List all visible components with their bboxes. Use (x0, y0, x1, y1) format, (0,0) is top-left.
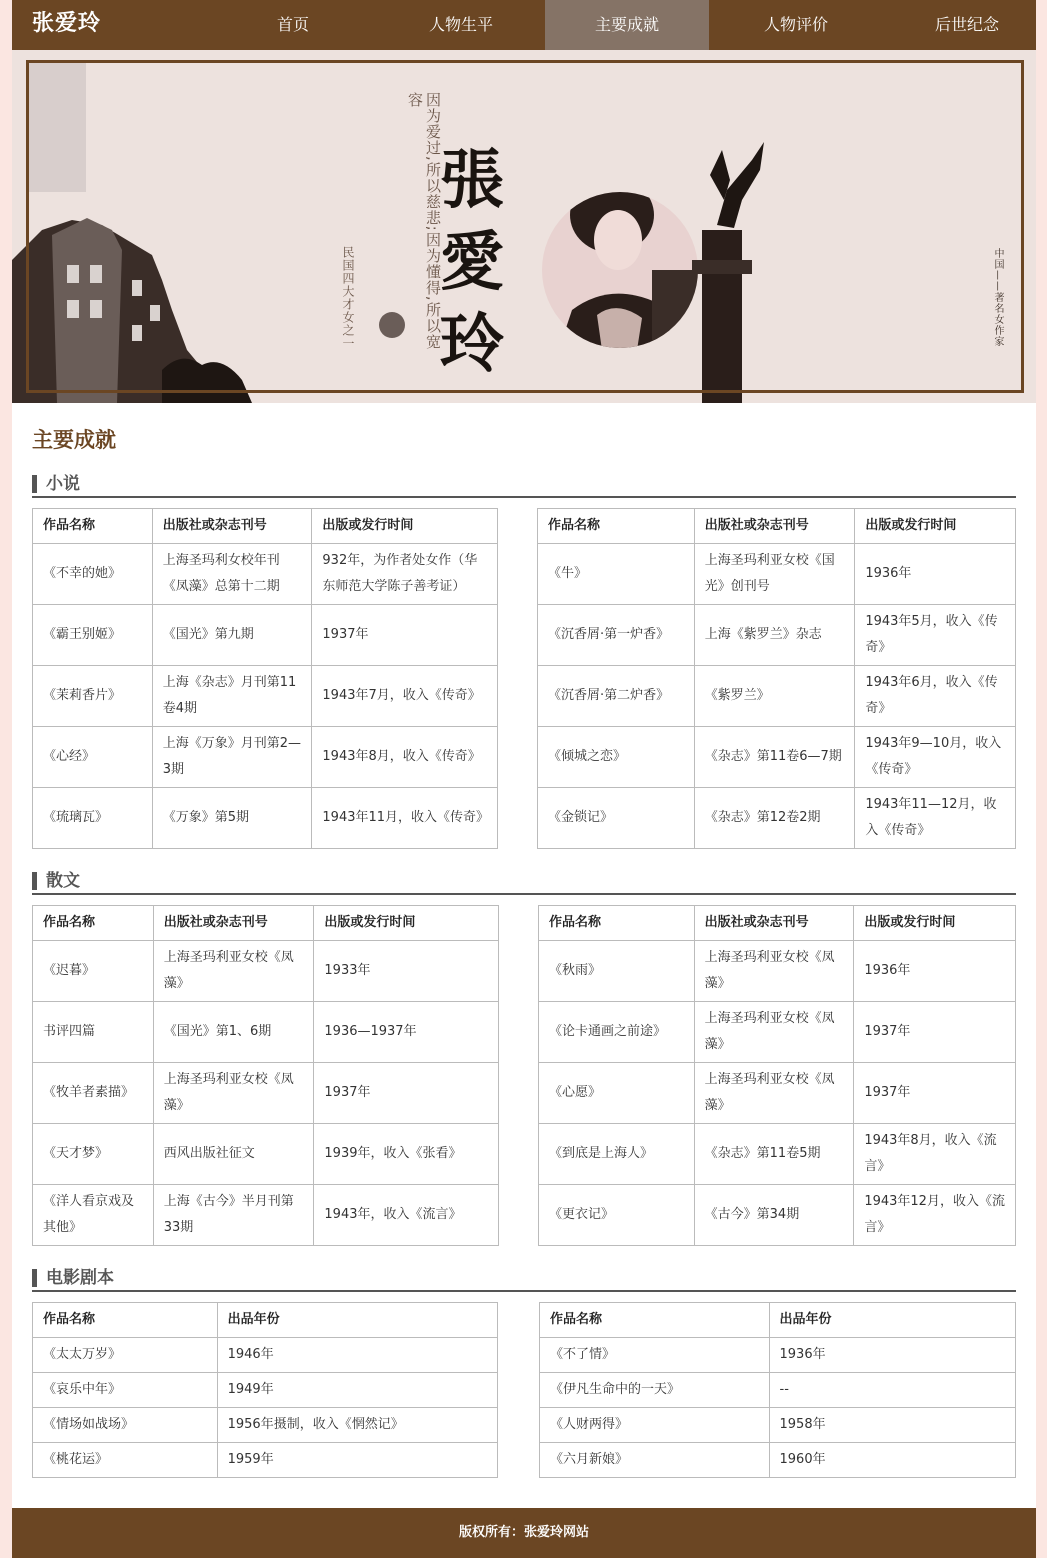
table-row (33, 544, 498, 605)
col-header: 作品名称 (538, 509, 695, 544)
table-cell: 1943年8月，收入《流言》 (854, 1124, 1016, 1185)
table-cell: 1943年8月，收入《传奇》 (312, 727, 498, 788)
work-title-cell: 《六月新娘》 (540, 1443, 770, 1478)
work-title-cell: 《不幸的她》 (33, 544, 153, 605)
col-header: 出版社或杂志刊号 (694, 509, 855, 544)
table-cell: 1943年11—12月，收入《传奇》 (855, 788, 1016, 849)
site-brand[interactable]: 张爱玲 (32, 11, 102, 36)
table-row (539, 1124, 1016, 1185)
banner-tagline: 中国——著名女作家 (992, 248, 1003, 347)
table-cell: 1936年 (854, 941, 1016, 1002)
work-title-cell: 《洋人看京戏及其他》 (33, 1185, 154, 1246)
banner-quote: 因为爱过,所以慈悲;因为懂得,所以宽容 (406, 92, 442, 350)
table-row (33, 1185, 499, 1246)
col-header: 出品年份 (769, 1303, 1016, 1338)
work-title-cell: 《沉香屑·第二炉香》 (538, 666, 695, 727)
scripts-table-right (539, 1302, 1016, 1478)
table-cell: 1943年11月，收入《传奇》 (312, 788, 498, 849)
col-header: 作品名称 (33, 1303, 218, 1338)
table-row (539, 1063, 1016, 1124)
work-title-cell: 《伊凡生命中的一天》 (540, 1373, 770, 1408)
nav-item-achievements[interactable]: 主要成就 (545, 0, 709, 50)
work-title-cell: 《到底是上海人》 (539, 1124, 695, 1185)
work-title-cell: 《情场如战场》 (33, 1408, 218, 1443)
table-row (33, 788, 498, 849)
table-row (540, 1443, 1016, 1478)
col-header: 出版社或杂志刊号 (153, 906, 314, 941)
footer-copyright: 版权所有：张爱玲网站 (12, 1508, 1036, 1558)
work-title-cell: 《天才梦》 (33, 1124, 154, 1185)
table-cell: 上海圣玛利亚女校《凤藻》 (694, 941, 854, 1002)
table-cell: 上海《杂志》月刊第11卷4期 (152, 666, 312, 727)
top-nav (12, 0, 1036, 50)
table-cell: 西风出版社征文 (153, 1124, 314, 1185)
work-title-cell: 《不了情》 (540, 1338, 770, 1373)
table-cell: 1949年 (217, 1373, 497, 1408)
table-cell: 1959年 (217, 1443, 497, 1478)
table-cell: 1943年6月，收入《传奇》 (855, 666, 1016, 727)
work-title-cell: 《心经》 (33, 727, 153, 788)
table-cell: 《杂志》第12卷2期 (694, 788, 855, 849)
nav-item-reviews[interactable]: 人物评价 (763, 15, 828, 34)
novels-table-left (32, 508, 498, 849)
work-title-cell: 《迟暮》 (33, 941, 154, 1002)
table-cell: 《杂志》第11卷5期 (694, 1124, 854, 1185)
table-cell: 《紫罗兰》 (694, 666, 855, 727)
table-cell: 1937年 (312, 605, 498, 666)
table-row (33, 1124, 499, 1185)
table-cell: 1939年，收入《张看》 (314, 1124, 499, 1185)
table-cell: 上海圣玛利亚女校《凤藻》 (694, 1002, 854, 1063)
section-bar (32, 872, 37, 890)
table-row (538, 788, 1016, 849)
novels-table-right (537, 508, 1016, 849)
section-bar (32, 475, 37, 493)
table-row (33, 1002, 499, 1063)
table-row (33, 941, 499, 1002)
work-title-cell: 《牛》 (538, 544, 695, 605)
work-title-cell: 《沉香屑·第一炉香》 (538, 605, 695, 666)
table-row (33, 1443, 498, 1478)
col-header: 作品名称 (33, 906, 154, 941)
table-cell: -- (769, 1373, 1016, 1408)
table-row (538, 605, 1016, 666)
table-cell: 《国光》第九期 (152, 605, 312, 666)
work-title-cell: 《心愿》 (539, 1063, 695, 1124)
table-cell: 1943年9—10月，收入《传奇》 (855, 727, 1016, 788)
section-title-scripts: 电影剧本 (46, 1268, 114, 1288)
col-header: 出品年份 (217, 1303, 497, 1338)
table-cell: 1936—1937年 (314, 1002, 499, 1063)
section-title-novels: 小说 (46, 474, 80, 494)
table-row (539, 1002, 1016, 1063)
section-head-essays (32, 869, 1016, 895)
table-cell: 《国光》第1、6期 (153, 1002, 314, 1063)
section-head-novels (32, 472, 1016, 498)
table-cell: 1943年12月，收入《流言》 (854, 1185, 1016, 1246)
work-title-cell: 《牧羊者素描》 (33, 1063, 154, 1124)
page (12, 0, 1036, 1558)
work-title-cell: 《金锁记》 (538, 788, 695, 849)
nav-item-home[interactable]: 首页 (276, 15, 309, 34)
col-header: 作品名称 (540, 1303, 770, 1338)
table-row (33, 1373, 498, 1408)
nav-item-memorial[interactable]: 后世纪念 (934, 15, 999, 34)
table-cell: 上海圣玛利亚女校《凤藻》 (153, 941, 314, 1002)
table-cell: 1936年 (855, 544, 1016, 605)
table-cell: 上海圣玛利亚女校《凤藻》 (153, 1063, 314, 1124)
work-title-cell: 《太太万岁》 (33, 1338, 218, 1373)
work-title-cell: 《霸王别姬》 (33, 605, 153, 666)
work-title-cell: 《琉璃瓦》 (33, 788, 153, 849)
section-head-scripts (32, 1266, 1016, 1292)
table-cell: 上海圣玛利亚女校《凤藻》 (694, 1063, 854, 1124)
banner-frame (26, 60, 1024, 393)
col-header: 出版或发行时间 (854, 906, 1016, 941)
table-cell: 上海圣玛利亚女校《国光》创刊号 (694, 544, 855, 605)
scripts-table-left (32, 1302, 498, 1478)
work-title-cell: 《桃花运》 (33, 1443, 218, 1478)
col-header: 出版或发行时间 (314, 906, 499, 941)
work-title-cell: 《茉莉香片》 (33, 666, 153, 727)
table-row (540, 1338, 1016, 1373)
table-cell: 1936年 (769, 1338, 1016, 1373)
col-header: 出版或发行时间 (855, 509, 1016, 544)
table-row (33, 1408, 498, 1443)
table-cell: 1937年 (854, 1063, 1016, 1124)
banner-name: 張愛玲 (440, 143, 504, 382)
table-row (538, 544, 1016, 605)
table-cell: 上海《古今》半月刊第33期 (153, 1185, 314, 1246)
nav-item-life[interactable]: 人物生平 (428, 15, 493, 34)
work-title-cell: 《更衣记》 (539, 1185, 695, 1246)
table-row (539, 1185, 1016, 1246)
table-cell: 1943年5月，收入《传奇》 (855, 605, 1016, 666)
work-title-cell: 《哀乐中年》 (33, 1373, 218, 1408)
table-cell: 《杂志》第11卷6—7期 (694, 727, 855, 788)
table-row (538, 727, 1016, 788)
table-cell: 上海《万象》月刊第2—3期 (152, 727, 312, 788)
col-header: 作品名称 (33, 509, 153, 544)
nav-menu (209, 0, 1047, 50)
table-cell: 1960年 (769, 1443, 1016, 1478)
table-row (539, 941, 1016, 1002)
table-cell: 1933年 (314, 941, 499, 1002)
col-header: 作品名称 (539, 906, 695, 941)
work-title-cell: 《论卡通画之前途》 (539, 1002, 695, 1063)
work-title-cell: 《倾城之恋》 (538, 727, 695, 788)
work-title-cell: 《秋雨》 (539, 941, 695, 1002)
table-row (540, 1408, 1016, 1443)
table-row (33, 605, 498, 666)
table-cell: 《古今》第34期 (694, 1185, 854, 1246)
section-title-essays: 散文 (46, 871, 80, 891)
essays-table-right (538, 905, 1016, 1246)
col-header: 出版社或杂志刊号 (694, 906, 854, 941)
banner-subtitle: 民国四大才女之一 (341, 246, 355, 350)
table-cell: 1943年，收入《流言》 (314, 1185, 499, 1246)
table-cell: 1937年 (854, 1002, 1016, 1063)
essays-table-left (32, 905, 499, 1246)
table-cell: 932年，为作者处女作（华东师范大学陈子善考证） (312, 544, 498, 605)
col-header: 出版社或杂志刊号 (152, 509, 312, 544)
table-cell: 1956年摄制，收入《惘然记》 (217, 1408, 497, 1443)
table-cell: 上海圣玛利女校年刊《凤藻》总第十二期 (152, 544, 312, 605)
col-header: 出版或发行时间 (312, 509, 498, 544)
section-bar (32, 1269, 37, 1287)
table-row (33, 727, 498, 788)
work-title-cell: 《人财两得》 (540, 1408, 770, 1443)
work-title-cell: 书评四篇 (33, 1002, 154, 1063)
hero-banner (12, 50, 1036, 403)
table-row (33, 1338, 498, 1373)
table-cell: 1958年 (769, 1408, 1016, 1443)
table-row (33, 666, 498, 727)
table-cell: 1943年7月，收入《传奇》 (312, 666, 498, 727)
table-row (33, 1063, 499, 1124)
table-cell: 上海《紫罗兰》杂志 (694, 605, 855, 666)
table-row (538, 666, 1016, 727)
table-cell: 1946年 (217, 1338, 497, 1373)
page-title: 主要成就 (32, 428, 116, 452)
table-cell: 1937年 (314, 1063, 499, 1124)
table-cell: 《万象》第5期 (152, 788, 312, 849)
table-row (540, 1373, 1016, 1408)
